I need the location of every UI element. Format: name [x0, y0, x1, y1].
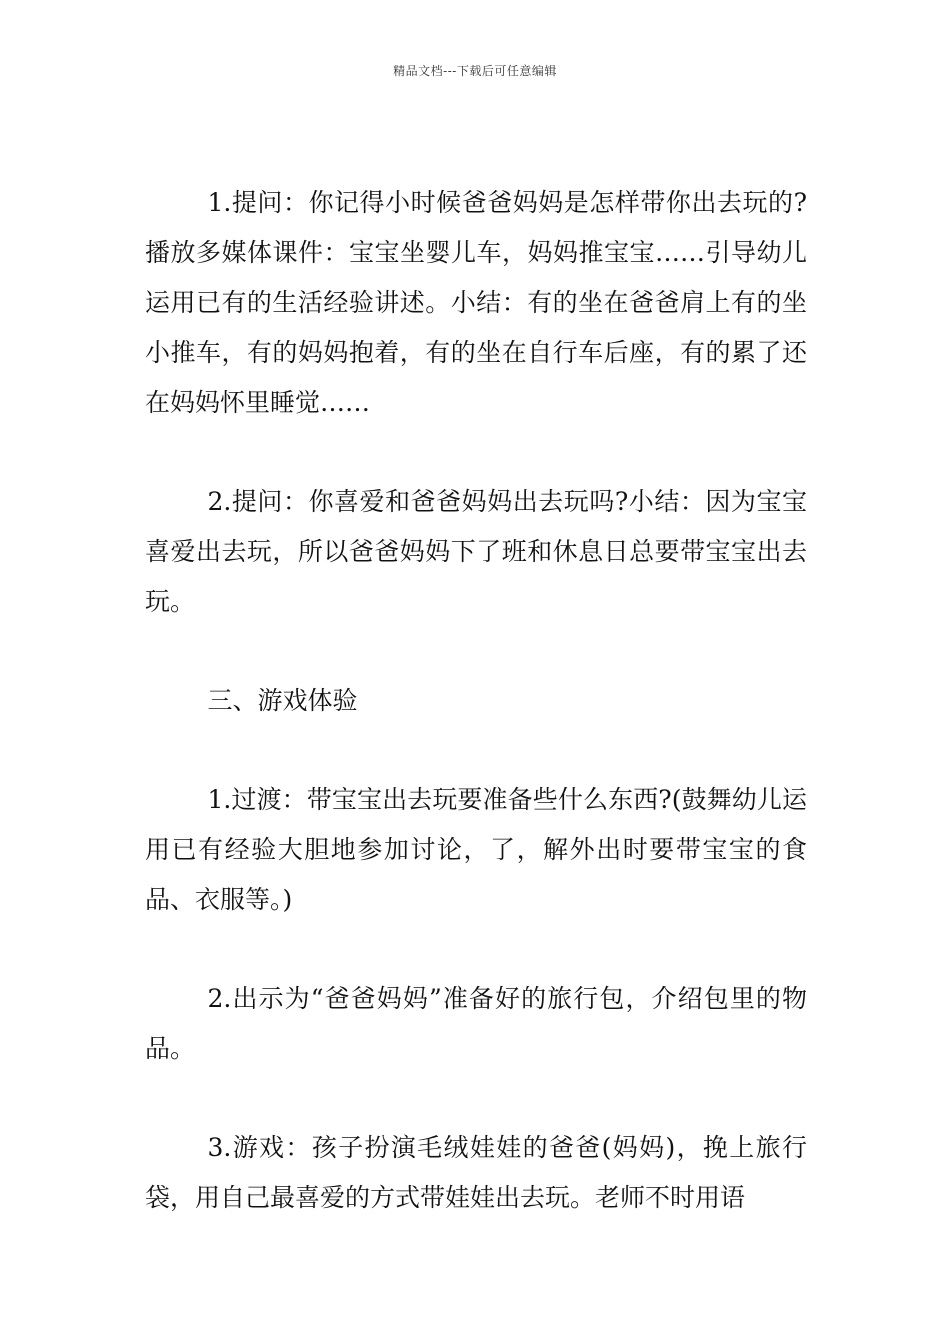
paragraph-gap [145, 1074, 807, 1123]
paragraph-gap [145, 726, 807, 775]
paragraph-game: 3.游戏：孩子扮演毛绒娃娃的爸爸(妈妈)，挽上旅行袋，用自己最喜爱的方式带娃娃出去玩。老师不时用语 [145, 1133, 807, 1212]
paragraph-transition: 1.过渡：带宝宝出去玩要准备些什么东西?(鼓舞幼儿运用已有经验大胆地参加讨论，了，解外出时要带宝宝的食品、衣服等。) [145, 785, 807, 914]
paragraph-gap [145, 428, 807, 477]
paragraph-show-bag: 2.出示为“爸爸妈妈”准备好的旅行包，介绍包里的物品。 [145, 984, 807, 1063]
paragraph-question-2: 2.提问：你喜爱和爸爸妈妈出去玩吗?小结：因为宝宝喜爱出去玩，所以爸爸妈妈下了班和休息日总要带宝宝出去玩。 [145, 487, 807, 616]
paragraph-question-1: 1.提问：你记得小时候爸爸妈妈是怎样带你出去玩的?播放多媒体课件：宝宝坐婴儿车，妈妈推宝宝……引导幼儿运用已有的生活经验讲述。小结：有的坐在爸爸肩上有的坐小推车，有的妈妈抱着，有的坐在自行车后座，有的累了还在妈妈怀里睡觉…… [145, 188, 807, 417]
document-body [145, 178, 807, 1223]
section-heading-game: 三、游戏体验 [207, 686, 358, 715]
page-header: 精品文档---下载后可任意编辑 [393, 64, 557, 78]
paragraph-gap [145, 925, 807, 974]
paragraph-gap [145, 627, 807, 676]
